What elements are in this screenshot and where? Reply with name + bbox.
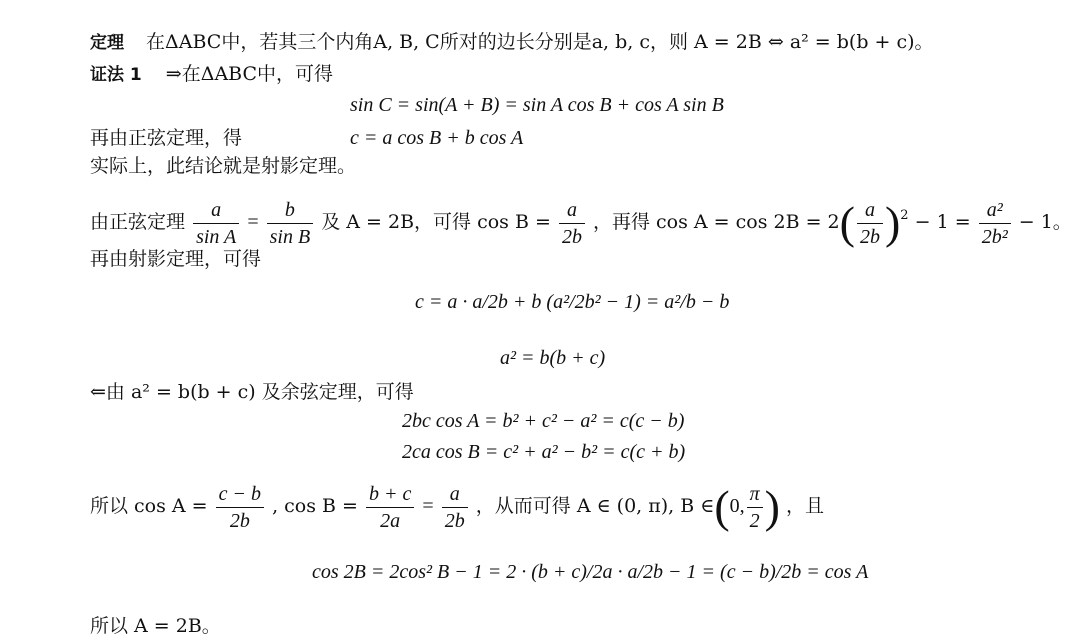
law-sines-intro: 再由正弦定理，得 <box>90 127 243 149</box>
remark-line: 实际上，此结论就是射影定理。 <box>90 155 357 177</box>
so-mid: , cos B = <box>272 495 358 517</box>
step-mid2: ，再得 cos A = cos 2B = 2 <box>593 211 840 233</box>
theorem-text: 在ΔABC中，若其三个内角A, B, C所对的边长分别是a, b, c，则 A = 2B ⇔ a² = b(b + c)。 <box>146 31 934 53</box>
so-tail: ，从而可得 A ∈ (0, π), B ∈ <box>475 495 715 517</box>
fraction-denominator: 2b <box>561 225 582 248</box>
fraction-numerator: c − b <box>216 481 264 508</box>
theorem-line <box>90 30 934 55</box>
fraction-numerator: b <box>267 197 314 224</box>
theorem-label: 定理 <box>90 33 124 53</box>
law-sines-line <box>90 126 242 150</box>
fraction-numerator: a <box>193 197 239 224</box>
fraction-denominator: 2b <box>859 225 880 248</box>
step-mid1: 及 A = 2B，可得 cos B = <box>321 211 551 233</box>
fraction-denominator: sin B <box>269 225 311 248</box>
step-prefix: 由正弦定理 <box>90 211 186 233</box>
equation-c-line: c = a · a/2b + b (a²/2b² − 1) = a²/b − b <box>415 291 730 313</box>
equation-cos2B: cos 2B = 2cos² B − 1 = 2 · (b + c)/2a · a/2b − 1 = (c − b)/2b = cos A <box>312 561 869 583</box>
fraction-numerator: a <box>857 197 883 224</box>
fraction-denominator: 2b <box>229 509 250 532</box>
so-cos-line: 所以 cos A = $\frac{c - b}{2b}$ , cos B = $\frac{b + c}{2a}$ = $\frac{a}{2b}$ ，从而可得 A ∈ (0, π), B ∈(0, $\frac{\pi}{2}$ ) ，且 <box>90 481 825 532</box>
proof-label: 证法 1 <box>90 65 142 85</box>
fraction-b-sinB <box>267 197 314 250</box>
projection-intro: 再由射影定理，可得 <box>90 248 262 270</box>
forward-intro: ⇒在ΔABC中，可得 <box>165 63 334 85</box>
fraction-cosA <box>216 481 264 534</box>
fraction-numerator: b + c <box>366 481 414 508</box>
fraction-numerator: π <box>747 481 763 508</box>
fraction-pi-half <box>747 481 763 534</box>
fraction-denominator: sin A <box>196 225 237 248</box>
equation-sinC: sin C = sin(A + B) = sin A cos B + cos A sin B <box>350 94 724 116</box>
fraction-paren <box>857 197 883 250</box>
so-end: ，且 <box>786 495 825 517</box>
conclusion: 所以 A = 2B。 <box>90 615 221 637</box>
equation-a2: a² = b(b + c) <box>500 347 606 369</box>
fraction-numerator: a <box>442 481 468 508</box>
fraction-denominator: 2b² <box>981 225 1008 248</box>
fraction-numerator: a² <box>979 197 1011 224</box>
fraction-cosB <box>559 197 585 250</box>
proof-forward-line <box>90 62 333 87</box>
equation-2bc: 2bc cos A = b² + c² − a² = c(c − b) <box>402 410 685 432</box>
step-tail1: − 1 = <box>914 211 971 233</box>
equation-2ca: 2ca cos B = c² + a² − b² = c(c + b) <box>402 441 686 463</box>
so-eq: = <box>422 495 434 517</box>
fraction-a-sinA <box>193 197 239 250</box>
fraction-denominator: 2 <box>749 509 760 532</box>
so-prefix: 所以 cos A = <box>90 495 208 517</box>
step-tail2: − 1。 <box>1018 211 1072 233</box>
fraction-cosB-a <box>442 481 468 534</box>
fraction-cosB-sum <box>366 481 414 534</box>
fraction-denominator: 2a <box>380 509 401 532</box>
fraction-denominator: 2b <box>444 509 465 532</box>
fraction-numerator: a <box>559 197 585 224</box>
backward-intro: ⇐由 a² = b(b + c) 及余弦定理，可得 <box>90 381 414 403</box>
equation-projection: c = a cos B + b cos A <box>350 127 524 149</box>
fraction-final <box>979 197 1011 250</box>
cos-derivation-line: 由正弦定理 $\frac{a}{\text{sin A}}$ = $\frac{b}{\text{sin B}}$ 及 A = 2B，可得 cos B = $\frac{a}{2b}$ ，再得 cos A = cos 2B = 2( $\frac{a}{2b}$ )$^2$ − 1 = $\frac{\text{a²}}{\text{2b²}}$ − 1。 <box>90 197 1072 248</box>
